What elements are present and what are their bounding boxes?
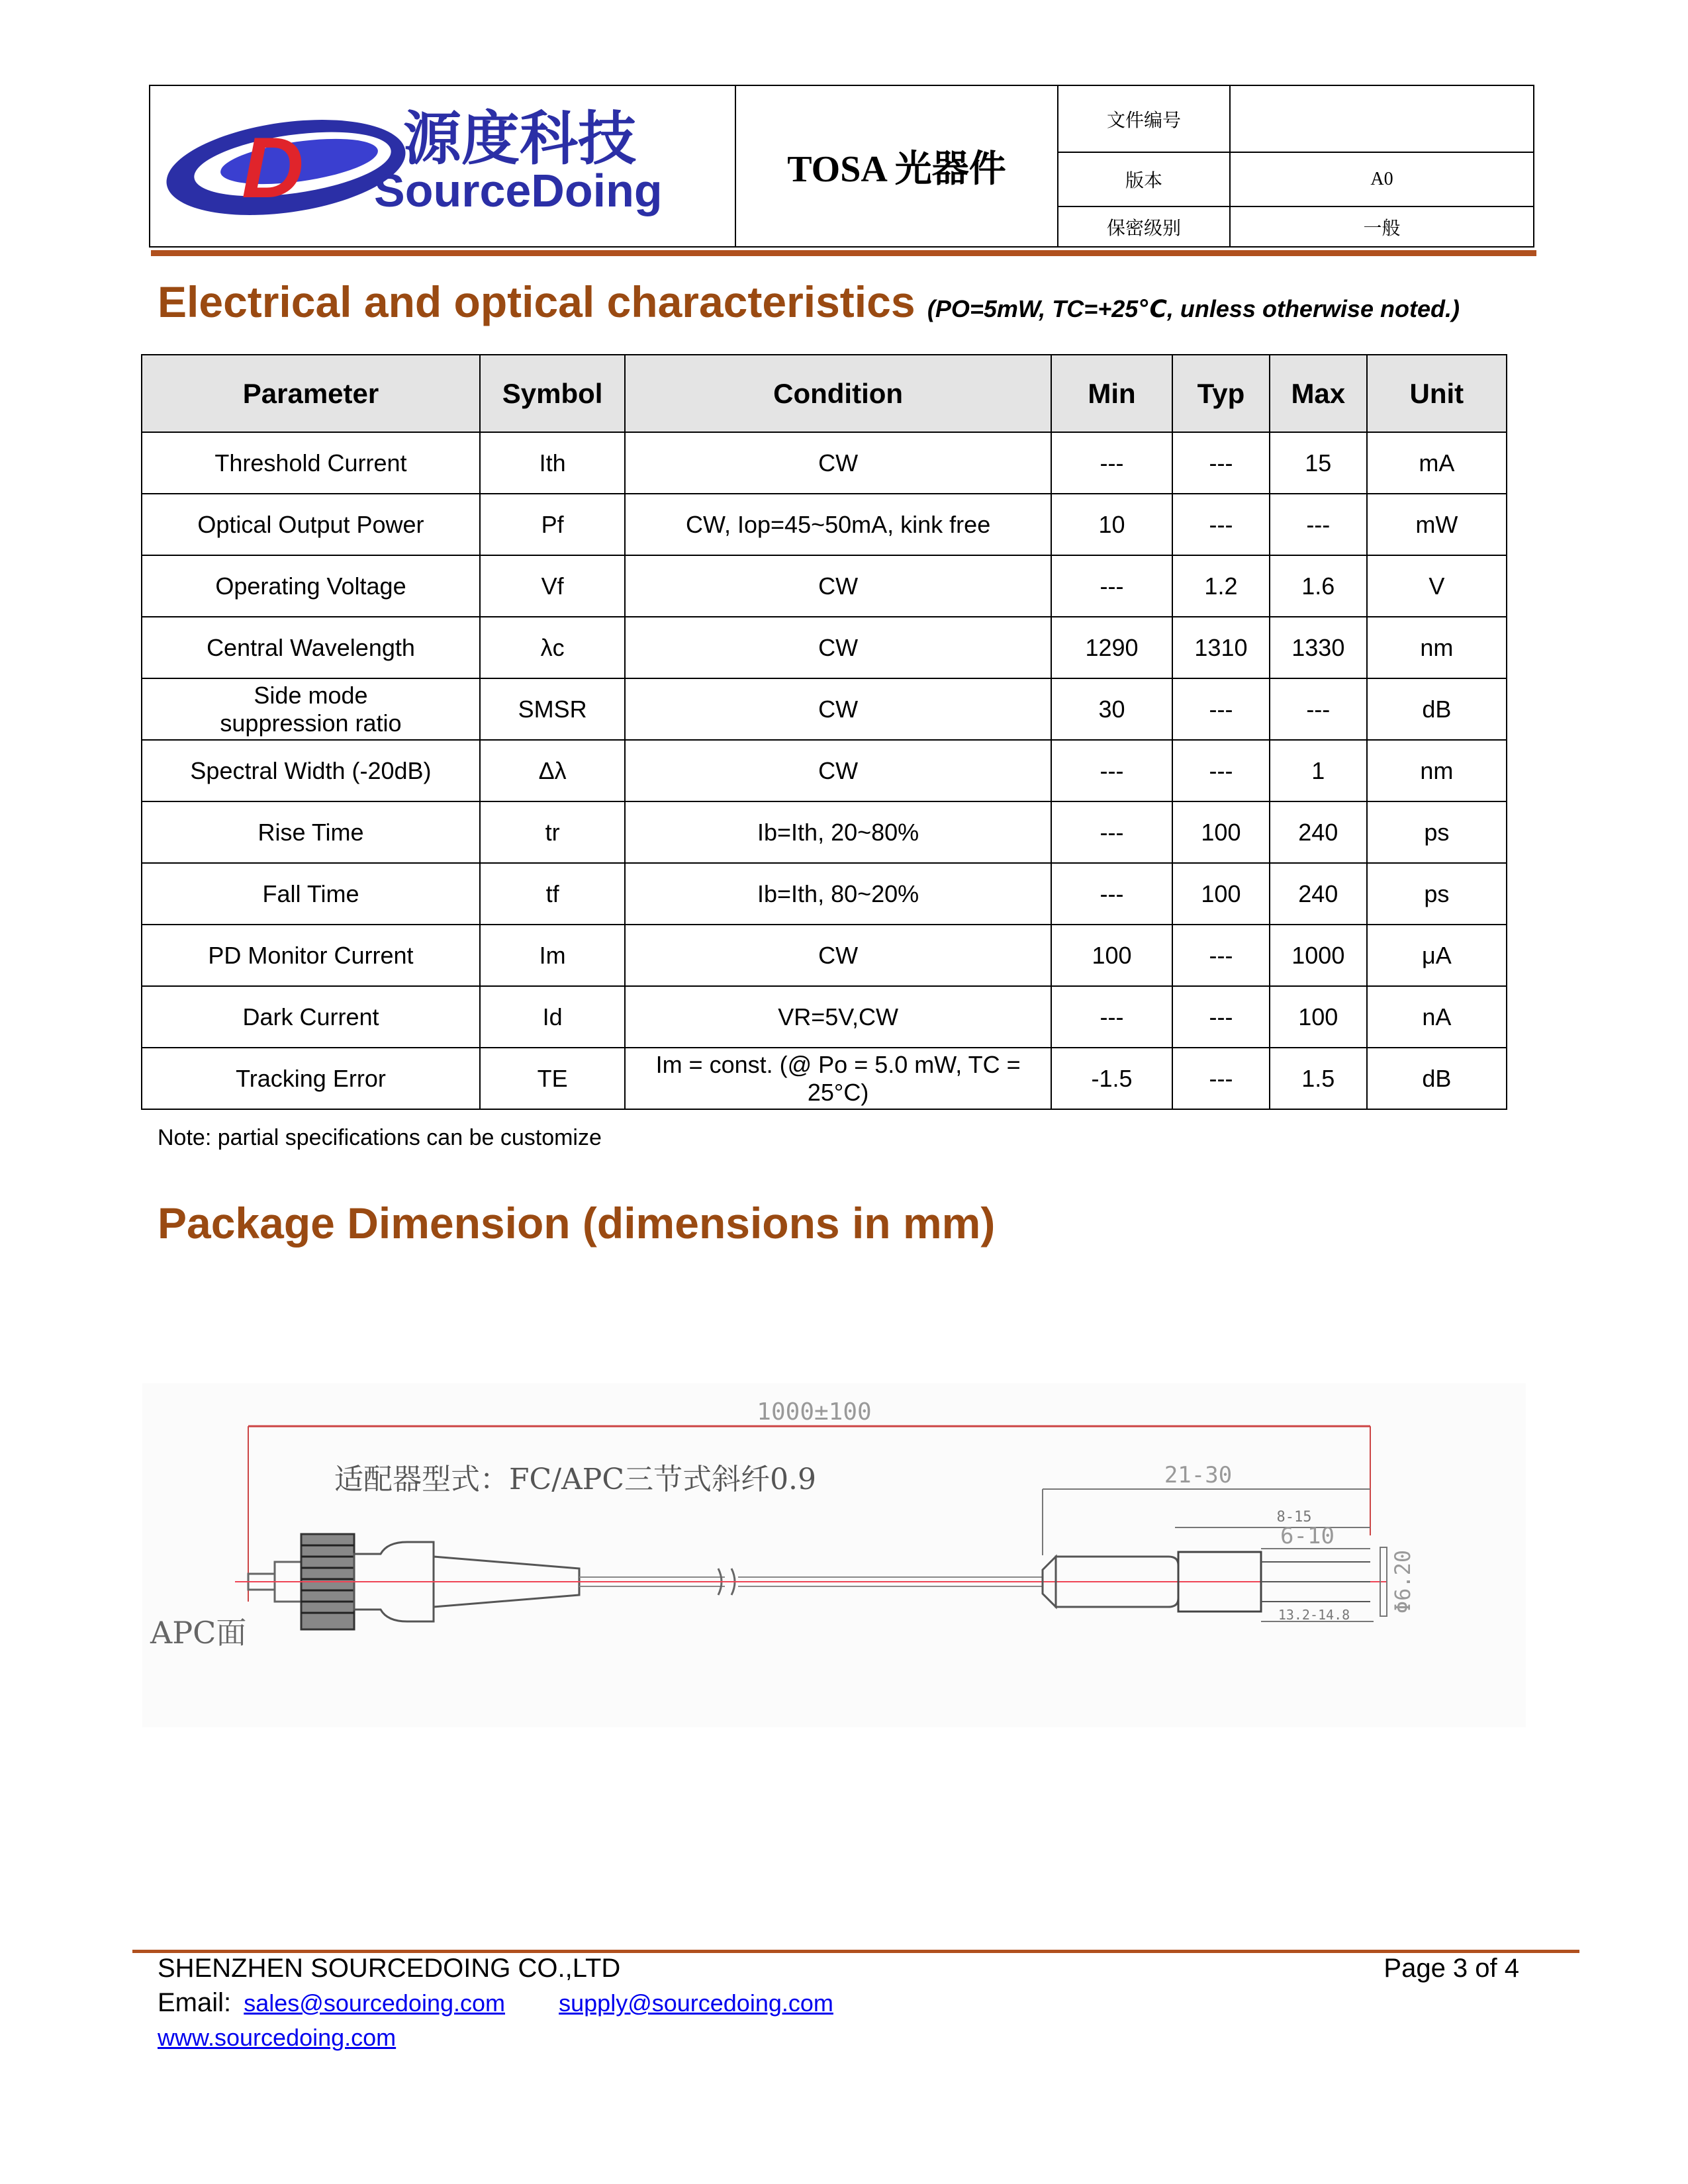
cell-symbol: Ith (480, 432, 625, 494)
cell-typ: --- (1172, 925, 1270, 986)
table-note: Note: partial specifications can be customize (158, 1125, 602, 1150)
cell-max: 1 (1270, 740, 1367, 801)
cell-min: --- (1051, 555, 1172, 617)
cell-unit: nm (1367, 617, 1507, 678)
column-header: Max (1270, 355, 1367, 432)
cell-max: 240 (1270, 801, 1367, 863)
cell-symbol (480, 494, 625, 555)
cell-unit: mW (1367, 494, 1507, 555)
cell-symbol: Im (480, 925, 625, 986)
document-title: TOSA 光器件 (787, 149, 1006, 190)
meta-row-doc-number (1058, 86, 1533, 153)
cell-condition: CW (625, 432, 1051, 494)
cell-max: --- (1270, 678, 1367, 740)
cell-typ: 1310 (1172, 617, 1270, 678)
cell-min: -1.5 (1051, 1048, 1172, 1109)
cell-parameter: Tracking Error (142, 1048, 480, 1109)
cell-typ: 100 (1172, 801, 1270, 863)
cell-parameter: Central Wavelength (142, 617, 480, 678)
cell-symbol: Vf (480, 555, 625, 617)
cell-condition: Ib=Ith, 20~80% (625, 801, 1051, 863)
dim-label-diameter: Φ6.20 (1390, 1549, 1415, 1614)
cell-condition: CW (625, 925, 1051, 986)
table-row (142, 617, 1507, 678)
cell-max: 1000 (1270, 925, 1367, 986)
header-divider (151, 250, 1536, 256)
email-label: Email: (158, 1988, 232, 2017)
cell-max: 1.5 (1270, 1048, 1367, 1109)
dim-label-8-15: 8-15 (1276, 1509, 1312, 1525)
meta-value (1231, 86, 1533, 152)
cell-max: 1.6 (1270, 555, 1367, 617)
table-row (142, 555, 1507, 617)
cell-typ: --- (1172, 494, 1270, 555)
cell-min: --- (1051, 863, 1172, 925)
meta-row-version (1058, 153, 1533, 207)
cell-min: 30 (1051, 678, 1172, 740)
meta-label: 保密级别 (1058, 207, 1231, 246)
cell-condition: CW (625, 617, 1051, 678)
cell-symbol: TE (480, 1048, 625, 1109)
table-row (142, 863, 1507, 925)
cell-condition: CW (625, 678, 1051, 740)
cell-unit: dB (1367, 678, 1507, 740)
meta-label: 文件编号 (1058, 86, 1231, 152)
cell-parameter: Operating Voltage (142, 555, 480, 617)
cell-max: 240 (1270, 863, 1367, 925)
footer-divider (132, 1950, 1579, 1953)
cell-min: --- (1051, 740, 1172, 801)
cell-condition: CW, Iop=45~50mA, kink free (625, 494, 1051, 555)
section-title: Electrical and optical characteristics (158, 277, 915, 326)
cell-min: 10 (1051, 494, 1172, 555)
table-row (142, 740, 1507, 801)
cell-unit: nm (1367, 740, 1507, 801)
column-header: Min (1051, 355, 1172, 432)
cell-typ: 1.2 (1172, 555, 1270, 617)
cell-min: 1290 (1051, 617, 1172, 678)
cell-typ: --- (1172, 432, 1270, 494)
cell-min: 100 (1051, 925, 1172, 986)
section-heading-package (158, 1198, 995, 1248)
cell-max: 15 (1270, 432, 1367, 494)
cell-typ: --- (1172, 678, 1270, 740)
document-meta (1058, 86, 1533, 246)
cell-unit: μA (1367, 925, 1507, 986)
cell-parameter: Threshold Current (142, 432, 480, 494)
footer-company: SHENZHEN SOURCEDOING CO.,LTD (158, 1954, 621, 1983)
logo-chinese-name: 源度科技 (403, 105, 637, 173)
table-row (142, 925, 1507, 986)
cell-symbol: tr (480, 801, 625, 863)
meta-value: A0 (1370, 169, 1393, 189)
cell-parameter: Fall Time (142, 863, 480, 925)
meta-label: 版本 (1058, 153, 1231, 206)
cell-typ: --- (1172, 986, 1270, 1048)
cell-typ: --- (1172, 740, 1270, 801)
meta-row-confidentiality (1058, 207, 1533, 246)
cell-symbol: SMSR (480, 678, 625, 740)
table-header-row (142, 355, 1507, 432)
cell-condition: CW (625, 740, 1051, 801)
cell-parameter: PD Monitor Current (142, 925, 480, 986)
document-header (149, 85, 1534, 248)
sales-email-link[interactable]: sales@sourcedoing.com (244, 1989, 505, 2017)
website-link[interactable]: www.sourcedoing.com (158, 2024, 397, 2051)
cell-condition: VR=5V,CW (625, 986, 1051, 1048)
cell-min: --- (1051, 986, 1172, 1048)
table-row (142, 986, 1507, 1048)
cell-symbol: tf (480, 863, 625, 925)
footer-website-row (158, 2023, 396, 2052)
spec-table (141, 354, 1507, 1110)
cell-max: 100 (1270, 986, 1367, 1048)
cell-parameter: Spectral Width (-20dB) (142, 740, 480, 801)
supply-email-link[interactable]: supply@sourcedoing.com (559, 1989, 833, 2017)
table-row (142, 1048, 1507, 1109)
cell-condition: Ib=Ith, 80~20% (625, 863, 1051, 925)
table-row (142, 494, 1507, 555)
cell-min: --- (1051, 801, 1172, 863)
dim-label-21-30: 21-30 (1164, 1462, 1233, 1488)
table-row (142, 801, 1507, 863)
table-row (142, 678, 1507, 740)
cell-min: --- (1051, 432, 1172, 494)
column-header: Symbol (480, 355, 625, 432)
dim-label-6-10: 6-10 (1280, 1523, 1335, 1549)
dim-label-13: 13.2-14.8 (1278, 1607, 1350, 1623)
cell-symbol: Δλ (480, 740, 625, 801)
cell-typ: 100 (1172, 863, 1270, 925)
document-title-cell (736, 86, 1058, 246)
column-header: Unit (1367, 355, 1507, 432)
column-header: Parameter (142, 355, 480, 432)
cell-unit: V (1367, 555, 1507, 617)
section-title: Package Dimension (dimensions in mm) (158, 1199, 996, 1248)
cell-unit: nA (1367, 986, 1507, 1048)
cell-max: --- (1270, 494, 1367, 555)
cell-symbol: Id (480, 986, 625, 1048)
logo-english-name: SourceDoing (374, 165, 663, 216)
cell-unit: mA (1367, 432, 1507, 494)
symbol-text: Pf (541, 510, 564, 538)
footer-page-number: Page 3 of 4 (1383, 1954, 1519, 1983)
column-header: Condition (625, 355, 1051, 432)
cell-parameter: Side mode suppression ratio (142, 678, 480, 740)
meta-value: 一般 (1363, 218, 1401, 239)
overall-length-label: 1000±100 (757, 1398, 872, 1426)
cell-condition: CW (625, 555, 1051, 617)
package-dimension-drawing (142, 1383, 1526, 1727)
logo-cell (150, 86, 736, 246)
cell-parameter: Optical Output Power (142, 494, 480, 555)
cell-parameter: Rise Time (142, 801, 480, 863)
cell-condition: Im = const. (@ Po = 5.0 mW, TC = 25°C) (625, 1048, 1051, 1109)
cell-max: 1330 (1270, 617, 1367, 678)
cell-typ: --- (1172, 1048, 1270, 1109)
company-logo (150, 86, 736, 246)
footer-email-row (158, 1988, 833, 2018)
adapter-note: 适配器型式：FC/APC三节式斜纤0.9 (334, 1463, 817, 1496)
cell-unit: dB (1367, 1048, 1507, 1109)
apc-face-label: APC面 (150, 1615, 247, 1651)
cell-unit: ps (1367, 801, 1507, 863)
column-header: Typ (1172, 355, 1270, 432)
cell-symbol: λc (480, 617, 625, 678)
section-heading-characteristics (158, 277, 1460, 327)
logo-mark: D (242, 119, 304, 216)
cell-parameter: Dark Current (142, 986, 480, 1048)
cell-unit: ps (1367, 863, 1507, 925)
section-condition: (PO=5mW, TC=+25℃, unless otherwise noted.) (927, 295, 1460, 322)
table-row (142, 432, 1507, 494)
